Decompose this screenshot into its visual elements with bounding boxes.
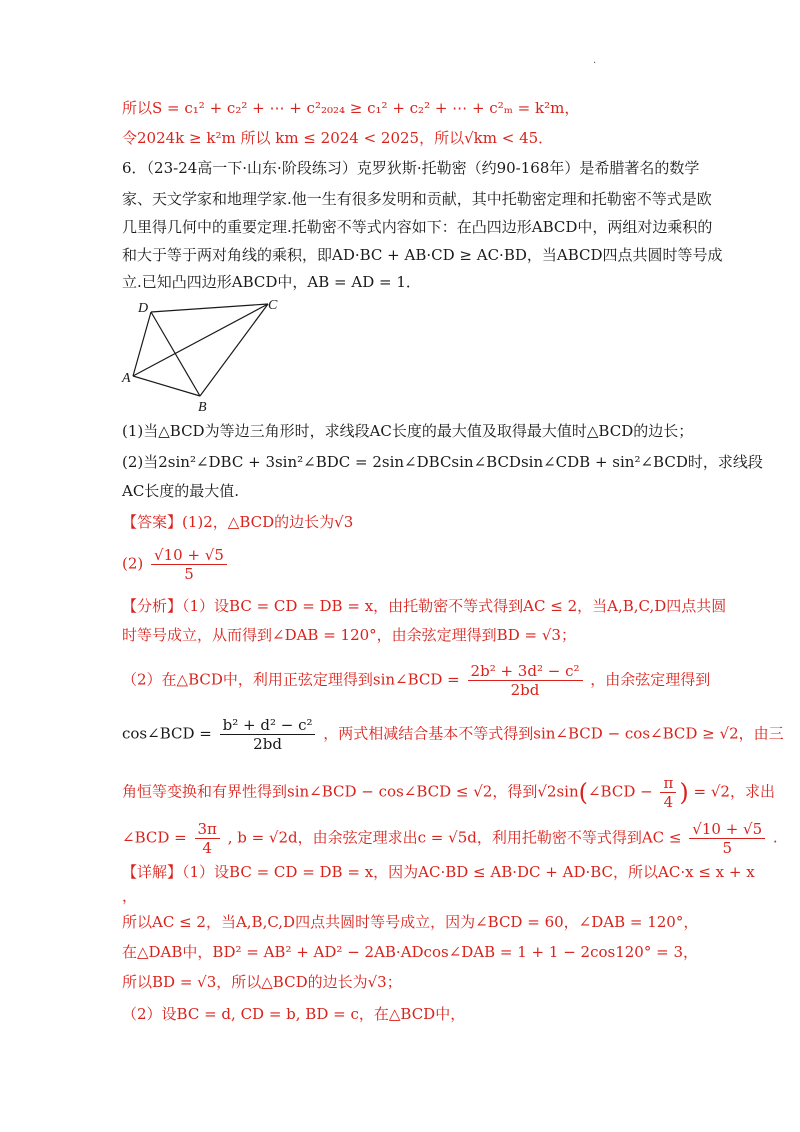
analysis-part-2-line-1 bbox=[122, 662, 710, 699]
quadrilateral-figure bbox=[118, 294, 298, 418]
analysis-text: ∠BCD − bbox=[587, 782, 653, 801]
edge-dc bbox=[151, 304, 268, 312]
vertex-label-c: C bbox=[268, 298, 278, 313]
answer-part-2 bbox=[122, 546, 230, 583]
sine-fraction bbox=[468, 662, 583, 699]
pi-quarter-fraction bbox=[660, 774, 676, 811]
detail-line-6: （2）设BC = d, CD = b, BD = c，在△BCD中， bbox=[122, 1005, 466, 1023]
analysis-text: = √2，求出 bbox=[693, 782, 775, 801]
analysis-part-2-line-2 bbox=[122, 716, 784, 753]
fraction-denominator: 5 bbox=[184, 565, 194, 583]
edge-da bbox=[133, 312, 151, 376]
part-1-question: (1)当△BCD为等边三角形时，求线段AC长度的最大值及取得最大值时△BCD的边长； bbox=[122, 422, 694, 440]
analysis-text: （2）在△BCD中，利用正弦定理得到sin∠BCD = bbox=[122, 670, 460, 689]
fraction-numerator: √10 + √5 bbox=[689, 820, 765, 839]
fraction-numerator: π bbox=[660, 774, 676, 793]
ac-bound-fraction bbox=[689, 820, 765, 857]
detail-line-4: 在△DAB中，BD² = AB² + AD² − 2AB·ADcos∠DAB = 1 + 1 − 2cos120° = 3， bbox=[122, 943, 698, 961]
analysis-part-2-line-3: 角恒等变换和有界性得到sin∠BCD − cos∠BCD ≤ √2，得到√2sin(∠BCD − $\frac{\pi}{4}$ ) = √2，求出 bbox=[122, 774, 775, 811]
detail-line-1: 【详解】（1）设BC = CD = DB = x，因为AC·BD ≤ AB·DC + AD·BC，所以AC·x ≤ x + x bbox=[122, 863, 755, 881]
vertex-label-a: A bbox=[122, 371, 131, 386]
three-pi-quarter-fraction bbox=[195, 820, 220, 857]
detail-line-2: ， bbox=[122, 887, 138, 905]
part-2-question-line-1: (2)当2sin²∠DBC + 3sin²∠BDC = 2sin∠DBCsin∠BCDsin∠CDB + sin²∠BCD时，求线段 bbox=[122, 453, 763, 471]
fraction-denominator: 2bd bbox=[253, 735, 282, 753]
analysis-line-2: 时等号成立，从而得到∠DAB = 120°，由余弦定理得到BD = √3； bbox=[122, 626, 576, 644]
vertex-label-d: D bbox=[138, 301, 149, 316]
answer-part-2-label: (2) bbox=[122, 554, 144, 573]
question-6-line-2: 家、天文学家和地理学家.他一生有很多发明和贡献，其中托勒密定理和托勒密不等式是欧 bbox=[122, 190, 712, 208]
fraction-denominator: 4 bbox=[663, 793, 674, 811]
part-2-question-line-2: AC长度的最大值. bbox=[122, 482, 240, 500]
analysis-line-1: 【分析】（1）设BC = CD = DB = x，由托勒密不等式得到AC ≤ 2，当A,B,C,D四点共圆 bbox=[122, 597, 727, 615]
edge-bc bbox=[200, 304, 268, 396]
question-6-line-3: 几里得几何中的重要定理.托勒密不等式内容如下：在凸四边形ABCD中，两组对边乘积的 bbox=[122, 218, 713, 236]
analysis-text: . bbox=[772, 828, 778, 847]
answer-part-1: 【答案】(1)2，△BCD的边长为√3 bbox=[122, 513, 354, 531]
analysis-text: 角恒等变换和有界性得到sin∠BCD − cos∠BCD ≤ √2，得到√2sin bbox=[122, 782, 579, 801]
fraction-numerator: √10 + √5 bbox=[151, 546, 227, 565]
vertex-label-b: B bbox=[198, 400, 207, 415]
detail-line-5: 所以BD = √3，所以△BCD的边长为√3； bbox=[122, 973, 402, 991]
fraction-denominator: 4 bbox=[202, 839, 212, 857]
fraction-denominator: 2bd bbox=[510, 681, 540, 699]
analysis-text: cos∠BCD = bbox=[122, 724, 212, 743]
fraction-denominator: 5 bbox=[722, 839, 732, 857]
solution-line-2: 令2024k ≥ k²m 所以 km ≤ 2024 < 2025，所以√km < 45． bbox=[122, 129, 554, 147]
analysis-text: ，由余弦定理得到 bbox=[590, 670, 711, 689]
fraction-numerator: b² + d² − c² bbox=[220, 716, 316, 735]
analysis-text: ∠BCD = bbox=[122, 828, 187, 847]
solution-line-1: 所以S = c₁² + c₂² + ⋯ + c²₂₀₂₄ ≥ c₁² + c₂² + ⋯ + c²ₘ = k²m， bbox=[122, 99, 580, 117]
fraction-numerator: 2b² + 3d² − c² bbox=[468, 662, 583, 681]
analysis-text: , b = √2d，由余弦定理求出c = √5d，利用托勒密不等式得到AC ≤ bbox=[227, 828, 682, 847]
analysis-part-2-line-4 bbox=[122, 820, 778, 857]
answer-part-2-fraction bbox=[151, 546, 227, 583]
question-6-line-5: 立.已知凸四边形ABCD中，AB = AD = 1． bbox=[122, 273, 421, 291]
fraction-numerator: 3π bbox=[195, 820, 220, 839]
question-6-line-1: 6．（23-24高一下·山东·阶段练习）克罗狄斯·托勒密（约90-168年）是希腊著名的数学 bbox=[122, 159, 700, 177]
cosine-fraction bbox=[220, 716, 316, 753]
detail-line-3: 所以AC ≤ 2，当A,B,C,D四点共圆时等号成立，因为∠BCD = 60，∠DAB = 120°， bbox=[122, 913, 699, 931]
question-6-line-4: 和大于等于两对角线的乘积，即AD·BC + AB·CD ≥ AC·BD，当ABCD四点共圆时等号成 bbox=[122, 246, 723, 264]
analysis-text: ，两式相减结合基本不等式得到sin∠BCD − cos∠BCD ≥ √2，由三 bbox=[323, 724, 784, 743]
header-mark: · bbox=[593, 58, 597, 69]
